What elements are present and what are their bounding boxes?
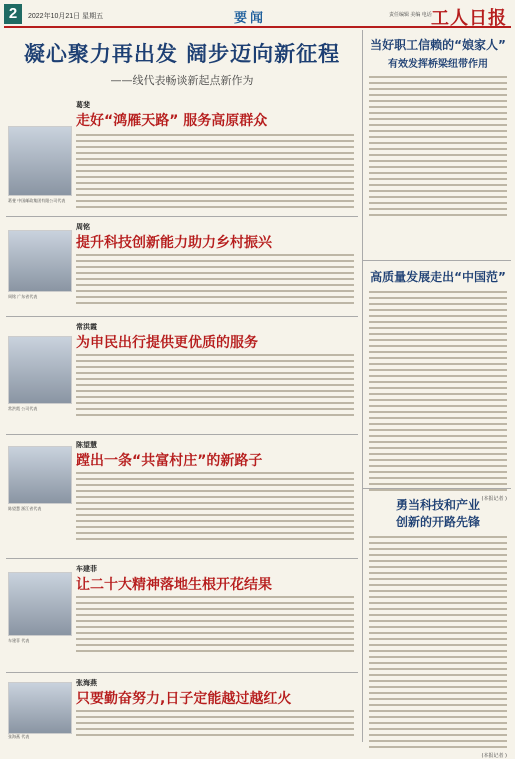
portrait-photo — [8, 446, 72, 504]
article-5[interactable] — [6, 562, 358, 670]
article-headline[interactable]: 走好“鸿雁天路” 服务高原群众 — [76, 113, 268, 129]
article-body — [76, 596, 354, 656]
sidebar-body — [369, 76, 507, 216]
article-body — [76, 134, 354, 212]
article-3[interactable] — [6, 320, 358, 430]
article-byline: 车建菲 — [76, 565, 97, 573]
sidebar-headline[interactable]: 勇当科技和产业 — [395, 498, 480, 512]
article-headline[interactable]: 只要勤奋努力,日子定能越过越红火 — [76, 691, 292, 707]
main-subtitle: ——线代表畅谈新起点新作为 — [110, 74, 254, 87]
portrait-photo — [8, 336, 72, 404]
reporter-tag: (本报记者 ) — [481, 753, 507, 759]
sidebar-article-3[interactable] — [369, 496, 507, 759]
divider — [6, 558, 358, 559]
photo-caption: 常洪霞 公司代表 — [8, 406, 38, 411]
article-body — [76, 354, 354, 420]
article-headline[interactable]: 为申民出行提供更优质的服务 — [76, 335, 258, 351]
sidebar-headline-line2: 创新的开路先锋 — [395, 515, 480, 529]
photo-caption: 车建菲 代表 — [8, 638, 30, 643]
divider — [363, 260, 511, 261]
sidebar-article-1[interactable] — [369, 36, 507, 220]
portrait-photo — [8, 230, 72, 292]
article-byline: 周铭 — [76, 223, 90, 231]
article-body — [76, 254, 354, 308]
article-byline: 陈望慧 — [76, 441, 97, 449]
newspaper-masthead: 工人日报 — [431, 8, 507, 29]
sidebar-title[interactable]: 当好职工信赖的“娘家人” — [370, 38, 506, 52]
photo-caption: 陈望慧 浙江省代表 — [8, 506, 42, 511]
sidebar-body — [369, 291, 507, 491]
article-body — [76, 472, 354, 544]
section-title: 要闻 — [234, 11, 267, 26]
article-4[interactable] — [6, 438, 358, 556]
divider — [363, 488, 511, 489]
portrait-photo — [8, 572, 72, 636]
divider — [6, 216, 358, 217]
main-title: 凝心聚力再出发 阔步迈向新征程 — [23, 42, 341, 66]
editor-meta: 责任编辑 美编 电话 — [389, 12, 432, 18]
article-byline: 常洪霞 — [76, 323, 97, 331]
divider — [6, 316, 358, 317]
issue-date: 2022年10月21日 星期五 — [28, 13, 104, 20]
article-byline: 张海燕 — [76, 679, 97, 687]
portrait-photo — [8, 682, 72, 734]
article-1[interactable] — [6, 96, 358, 214]
article-headline[interactable]: 让二十大精神落地生根开花结果 — [76, 577, 272, 593]
sidebar-headline[interactable]: 高质量发展走出“中国范” — [370, 270, 506, 284]
main-column — [6, 30, 358, 742]
article-byline: 葛斐 — [76, 101, 90, 109]
photo-caption: 周铭 广东省代表 — [8, 294, 38, 299]
article-2[interactable] — [6, 220, 358, 312]
article-headline[interactable]: 蹚出一条“共富村庄”的新路子 — [76, 453, 263, 469]
page-number: 2 — [4, 4, 22, 24]
divider — [6, 434, 358, 435]
article-body — [76, 710, 354, 740]
portrait-photo — [8, 126, 72, 196]
page-header-bar — [4, 4, 511, 28]
photo-caption: 张海燕 代表 — [8, 734, 30, 739]
sidebar-body — [369, 536, 507, 748]
divider — [6, 672, 358, 673]
article-headline[interactable]: 提升科技创新能力助力乡村振兴 — [76, 235, 272, 251]
sidebar-subtitle: 有效发挥桥梁纽带作用 — [388, 59, 488, 70]
sidebar-article-2[interactable] — [369, 268, 507, 502]
sidebar-column — [362, 30, 511, 759]
photo-caption: 葛斐 中国邮政集团有限公司代表 — [8, 198, 66, 203]
reporter-tag: (本报记者 ) — [481, 496, 507, 502]
article-6[interactable] — [6, 676, 358, 742]
